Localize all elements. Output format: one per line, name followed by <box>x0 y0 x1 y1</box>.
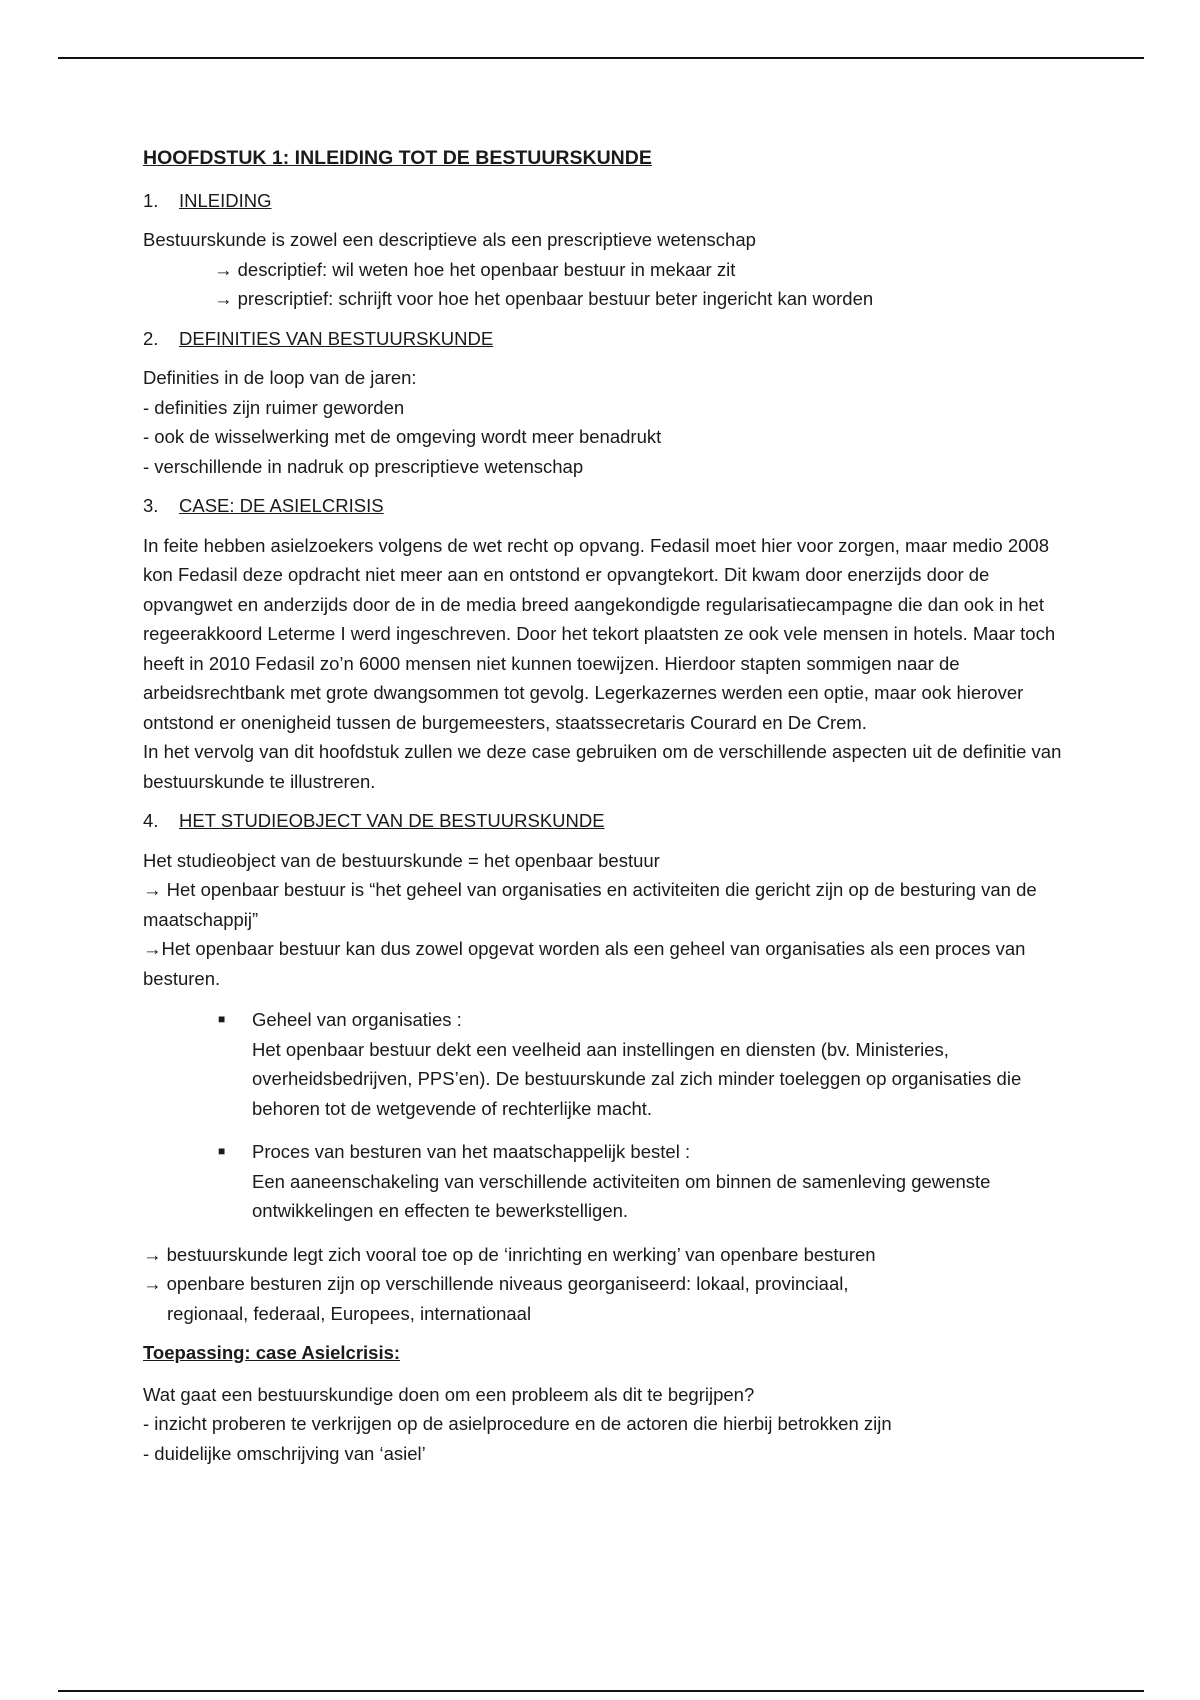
section-label: DEFINITIES VAN BESTUURSKUNDE <box>179 327 494 349</box>
conclusions <box>143 1240 1073 1329</box>
arrow-line: → prescriptief: schrijft voor hoe het openbaar bestuur beter ingericht kan worden <box>214 288 874 309</box>
application-body <box>143 1380 1073 1469</box>
list-item: - ook de wisselwerking met de omgeving wordt meer benadrukt <box>143 426 662 447</box>
section-label: CASE: DE ASIELCRISIS <box>179 495 384 516</box>
paragraph: In feite hebben asielzoekers volgens de wet recht op opvang. Fedasil moet hier voor zorgen, maar medio 2008 kon Fedasil deze opdracht niet meer aan en ontstond er opvangtekort. Dit kwam door enerzijds door de opvangwet en anderzijds door de in de media breed aangekondigde regularisatiecampagne die dan ook in het regeerakkoord Leterme I werd ingeschreven. Door het tekort plaatsten ze ook vele mensen in hotels. Maar toch heeft in 2010 Fedasil zo’n 6000 mensen niet kunnen toewijzen. Hierdoor stapten sommigen naar de arbeidsrechtbank met grote dwangsommen tot gevolg. Legerkazernes werden een optie, maar ook hierover ontstond er onenigheid tussen de burgemeesters, staatssecretaris Courard en De Crem. <box>143 534 1056 733</box>
top-rule <box>58 57 1144 59</box>
arrow-line: → descriptief: wil weten hoe het openbaar bestuur in mekaar zit <box>214 258 736 280</box>
bottom-rule <box>58 1690 1144 1692</box>
section-number: 3. <box>143 495 159 516</box>
list-item: - inzicht proberen te verkrijgen op de asielprocedure en de actoren die hierbij betrokken zijn <box>143 1413 892 1434</box>
list-item: - definities zijn ruimer geworden <box>143 396 405 418</box>
section-4-body <box>143 846 1073 1329</box>
arrow-line: → openbare besturen zijn op verschillende niveaus georganiseerd: lokaal, provinciaal, <box>143 1273 849 1294</box>
document-body <box>143 144 1073 1468</box>
section-heading-1 <box>143 186 1073 216</box>
bullet-heading: Proces van besturen van het maatschappelijk bestel : <box>252 1141 691 1162</box>
paragraph: Het studieobject van de bestuurskunde = het openbaar bestuur <box>143 849 660 871</box>
square-bullet-icon: ■ <box>218 1012 226 1026</box>
arrow-line-continued: regionaal, federaal, Europees, internationaal <box>167 1302 532 1324</box>
section-label: HET STUDIEOBJECT VAN DE BESTUURSKUNDE <box>179 810 605 831</box>
section-heading-4 <box>143 806 1073 836</box>
bullet-list <box>143 1005 1073 1226</box>
square-bullet-icon: ■ <box>218 1144 226 1158</box>
section-2-body <box>143 363 1073 481</box>
section-3-body <box>143 531 1073 797</box>
section-1-body <box>143 225 1073 314</box>
bullet-item <box>143 1005 1073 1123</box>
section-number: 4. <box>143 810 159 831</box>
paragraph: Bestuurskunde is zowel een descriptieve als een prescriptieve wetenschap <box>143 229 756 250</box>
paragraph: →Het openbaar bestuur kan dus zowel opgevat worden als een geheel van organisaties als een proces van besturen. <box>143 938 1026 989</box>
section-label: INLEIDING <box>179 189 272 211</box>
chapter-title: HOOFDSTUK 1: INLEIDING TOT DE BESTUURSKUNDE <box>143 147 652 169</box>
arrow-line: → bestuurskunde legt zich vooral toe op de ‘inrichting en werking’ van openbare besturen <box>143 1243 876 1265</box>
section-heading-3 <box>143 491 1073 521</box>
bullet-item <box>143 1137 1073 1226</box>
list-item: - verschillende in nadruk op prescriptieve wetenschap <box>143 455 584 477</box>
application-heading: Toepassing: case Asielcrisis: <box>143 1342 401 1363</box>
section-number: 1. <box>143 189 159 211</box>
list-item: - duidelijke omschrijving van ‘asiel’ <box>143 1442 426 1464</box>
section-heading-2 <box>143 324 1073 354</box>
section-number: 2. <box>143 327 159 349</box>
bullet-heading: Geheel van organisaties : <box>252 1009 462 1030</box>
paragraph: → Het openbaar bestuur is “het geheel van organisaties en activiteiten die gericht zijn op de besturing van de maatschappij” <box>143 879 1037 930</box>
paragraph: Wat gaat een bestuurskundige doen om een probleem als dit te begrijpen? <box>143 1383 755 1405</box>
bullet-body: Het openbaar bestuur dekt een veelheid aan instellingen en diensten (bv. Ministeries, overheidsbedrijven, PPS’en). De bestuurskunde zal zich minder toeleggen op organisaties die behoren tot de wetgevende of rechterlijke macht. <box>252 1038 1022 1119</box>
paragraph: In het vervolg van dit hoofdstuk zullen we deze case gebruiken om de verschillende aspecten uit de definitie van bestuurskunde te illustreren. <box>143 741 1062 792</box>
bullet-body: Een aaneenschakeling van verschillende activiteiten om binnen de samenleving gewenste ontwikkelingen en effecten te bewerkstelligen. <box>252 1170 991 1221</box>
paragraph: Definities in de loop van de jaren: <box>143 367 417 388</box>
